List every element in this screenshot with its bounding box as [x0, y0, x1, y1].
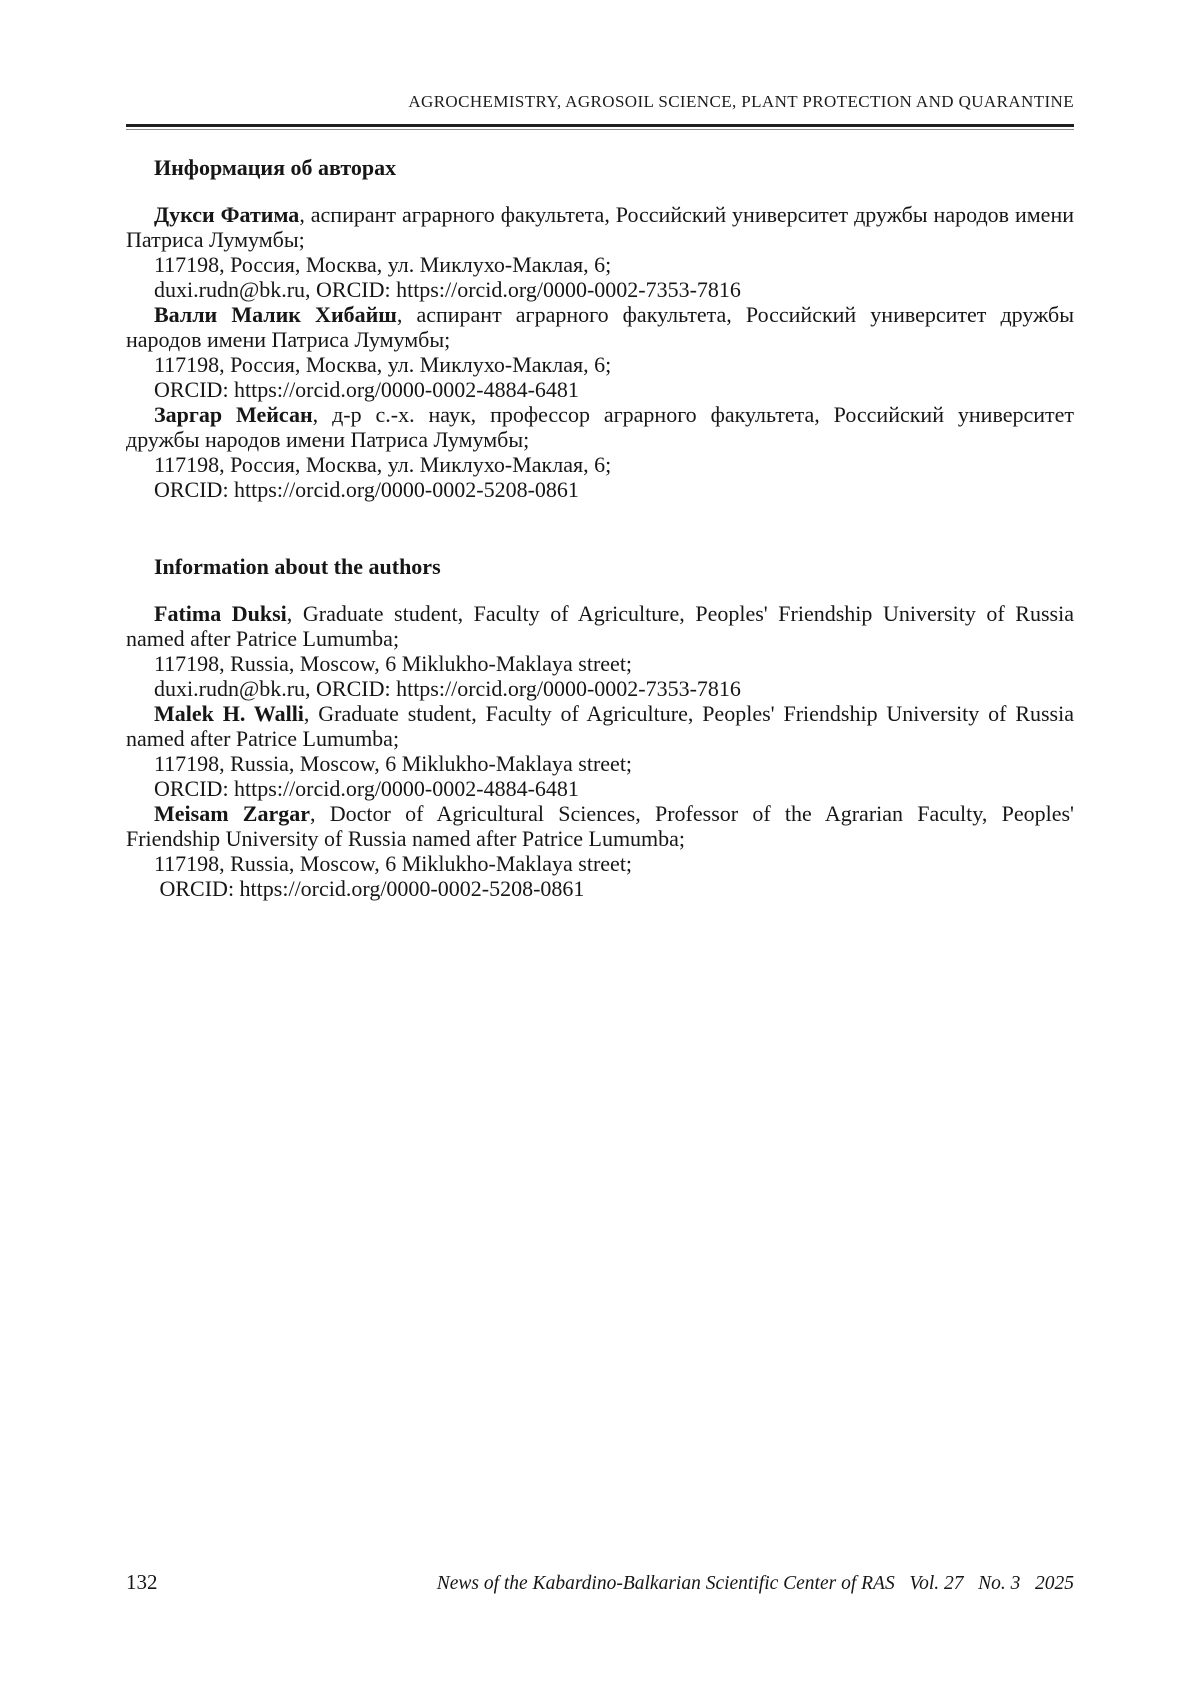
author-entry [126, 801, 1074, 901]
author-contact: ORCID: https://orcid.org/0000-0002-5208-0861 [154, 876, 585, 901]
author-role: , Graduate student, Faculty of Agriculture, Peoples' Friendship University of Russia named after Patrice Lumumba; [126, 601, 1074, 651]
author-entry [126, 302, 1074, 402]
author-address: 117198, Russia, Moscow, 6 Miklukho-Maklaya street; [154, 751, 633, 776]
author-entry [126, 402, 1074, 502]
section-russian [126, 155, 1074, 502]
author-role: , Doctor of Agricultural Sciences, Professor of the Agrarian Faculty, Peoples' Friendship University of Russia named after Patrice Lumumba; [126, 801, 1074, 851]
section-heading-english: Information about the authors [154, 554, 441, 579]
page-content [126, 92, 1074, 901]
author-contact: duxi.rudn@bk.ru, ORCID: https://orcid.org/0000-0002-7353-7816 [154, 676, 741, 701]
running-header: AGROCHEMISTRY, AGROSOIL SCIENCE, PLANT PROTECTION AND QUARANTINE [408, 92, 1074, 111]
author-bio [126, 601, 1074, 651]
author-name: Meisam Zargar [154, 801, 310, 826]
author-role: , аспирант аграрного факультета, Российский университет дружбы народов имени Патриса Лумумбы; [126, 302, 1074, 352]
section-english [126, 554, 1074, 901]
author-contact: ORCID: https://orcid.org/0000-0002-4884-6481 [154, 776, 579, 801]
author-name: Заргар Мейсан [154, 402, 313, 427]
author-address: 117198, Russia, Moscow, 6 Miklukho-Maklaya street; [154, 851, 633, 876]
author-contact: ORCID: https://orcid.org/0000-0002-4884-6481 [154, 377, 579, 402]
author-bio [126, 402, 1074, 452]
author-address: 117198, Россия, Москва, ул. Миклухо-Маклая, 6; [154, 452, 612, 477]
author-bio [126, 701, 1074, 751]
author-role: , Graduate student, Faculty of Agriculture, Peoples' Friendship University of Russia named after Patrice Lumumba; [126, 701, 1074, 751]
author-bio [126, 801, 1074, 851]
author-name: Fatima Duksi [154, 601, 287, 626]
author-contact: ORCID: https://orcid.org/0000-0002-5208-0861 [154, 477, 579, 502]
author-role: , д-р с.-х. наук, профессор аграрного факультета, Российский университет дружбы народов имени Патриса Лумумбы; [126, 402, 1075, 452]
author-address: 117198, Russia, Moscow, 6 Miklukho-Maklaya street; [154, 651, 633, 676]
journal-footer: News of the Kabardino-Balkarian Scientific Center of RAS Vol. 27 No. 3 2025 [436, 1573, 1074, 1594]
author-name: Malek H. Walli [154, 701, 304, 726]
author-name: Валли Малик Хибайш [154, 302, 397, 327]
author-bio [126, 302, 1074, 352]
author-entry [126, 701, 1074, 801]
section-heading-russian: Информация об авторах [154, 155, 397, 180]
author-address: 117198, Россия, Москва, ул. Миклухо-Маклая, 6; [154, 352, 612, 377]
page-footer [126, 1570, 1074, 1595]
author-role: , аспирант аграрного факультета, Российский университет дружбы народов имени Патриса Лумумбы; [126, 202, 1074, 252]
header-rule [126, 124, 1074, 130]
author-address: 117198, Россия, Москва, ул. Миклухо-Маклая, 6; [154, 252, 612, 277]
author-entry [126, 202, 1074, 302]
author-name: Дукси Фатима [154, 202, 300, 227]
author-entry [126, 601, 1074, 701]
author-bio [126, 202, 1074, 252]
page-number: 132 [126, 1570, 158, 1594]
author-contact: duxi.rudn@bk.ru, ORCID: https://orcid.org/0000-0002-7353-7816 [154, 277, 741, 302]
